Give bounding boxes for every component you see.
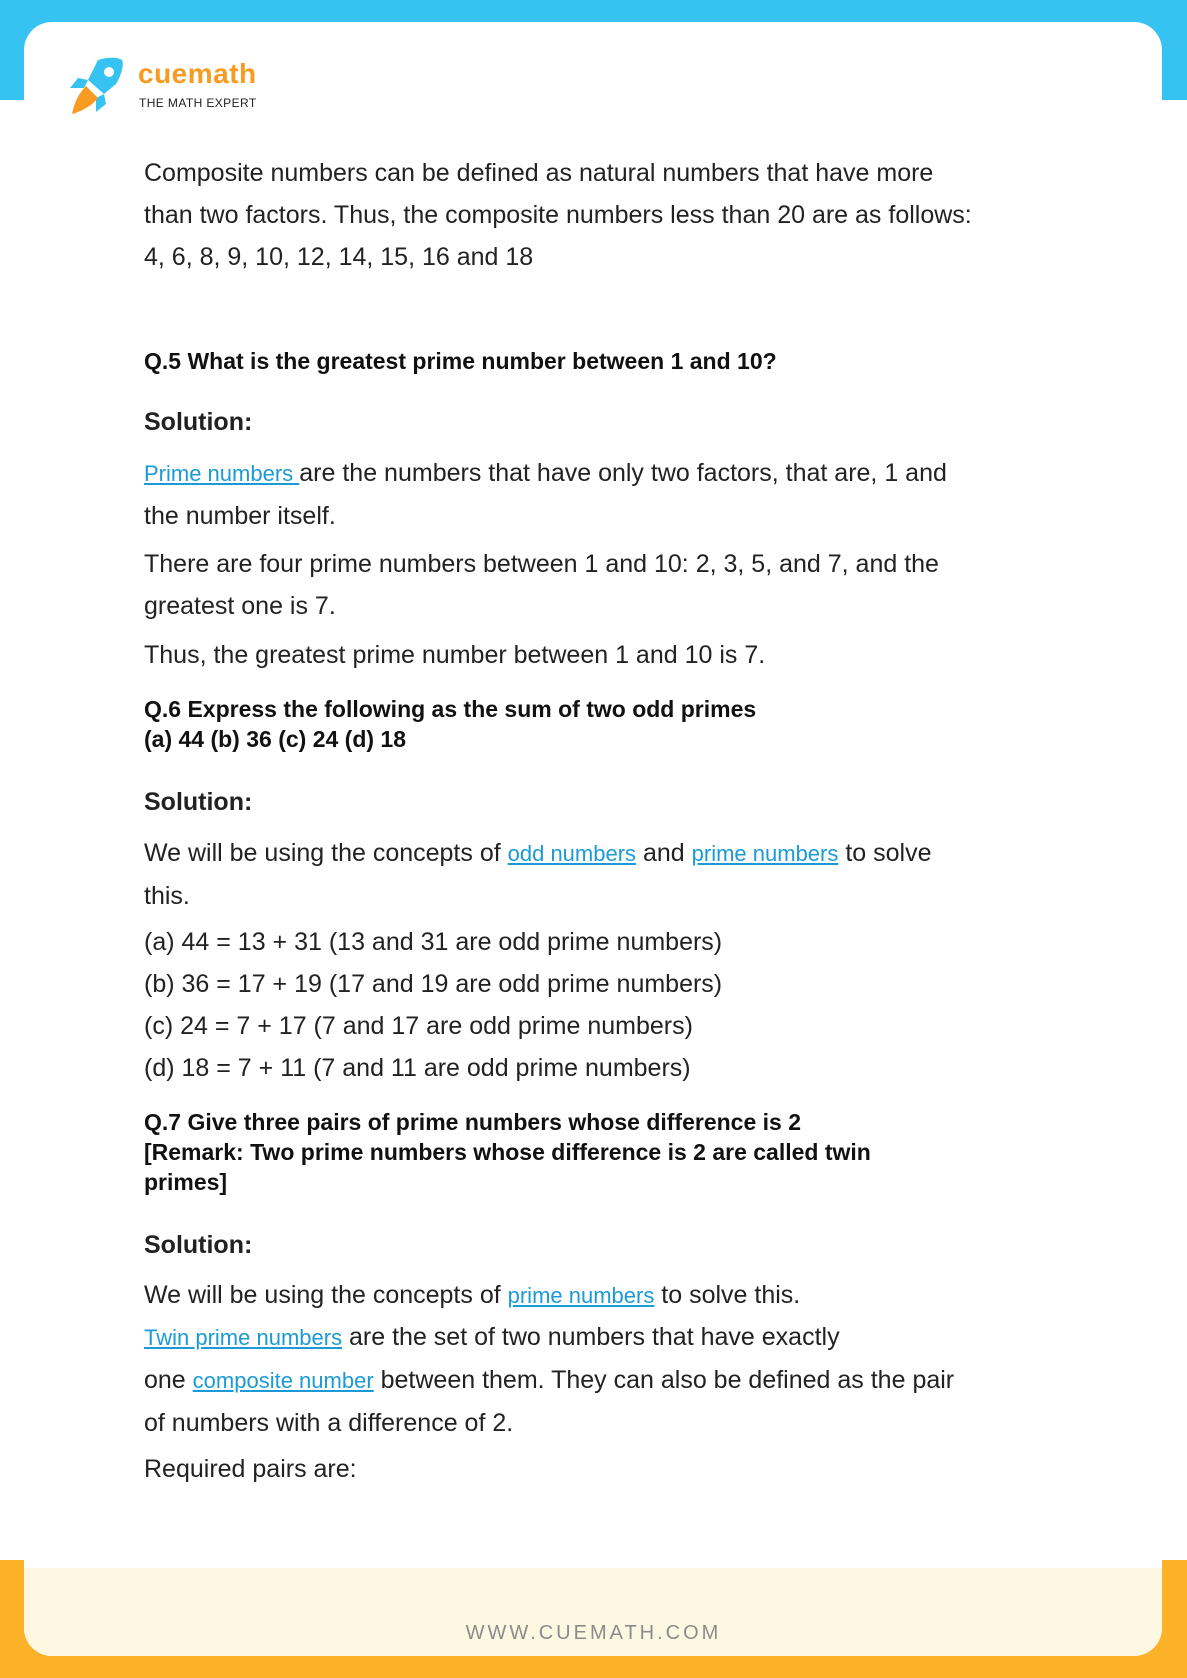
logo-tagline: THE MATH EXPERT — [139, 96, 257, 110]
q6-intro-text: We will be using the concepts of — [144, 839, 508, 867]
q5-paragraph-2 — [144, 543, 1044, 627]
solution-label: Solution: — [144, 1231, 253, 1259]
q6-intro — [144, 832, 1044, 917]
q7-question-line: Q.7 Give three pairs of prime numbers whose difference is 2 — [144, 1109, 801, 1135]
q7-paragraph-1 — [144, 1274, 1044, 1317]
q5-paragraph-3: Thus, the greatest prime number between 1 and 10 is 7. — [144, 641, 766, 669]
q7-p2-text: one — [144, 1366, 193, 1394]
q7-p1-text: We will be using the concepts of — [144, 1281, 508, 1309]
q7-p2-text: between them. They can also be defined as the pair — [373, 1366, 955, 1394]
q6-options: (a) 44 (b) 36 (c) 24 (d) 18 — [144, 726, 407, 752]
cuemath-logo[interactable] — [64, 54, 324, 120]
q7-question-line: [Remark: Two prime numbers whose difference is 2 are called twin — [144, 1139, 871, 1165]
q7-question-line: primes] — [144, 1169, 228, 1195]
question-5: Q.5 What is the greatest prime number between 1 and 10? — [144, 348, 777, 374]
intro-paragraph — [144, 152, 1044, 278]
odd-numbers-link[interactable]: odd numbers — [507, 841, 637, 866]
intro-line: than two factors. Thus, the composite numbers less than 20 are as follows: — [144, 201, 972, 229]
q7-p2-line3: of numbers with a difference of 2. — [144, 1409, 514, 1437]
q5-paragraph-1 — [144, 452, 1044, 537]
q6-intro-text: and — [636, 839, 692, 867]
solution-label: Solution: — [144, 408, 253, 436]
twin-prime-numbers-link[interactable]: Twin prime numbers — [144, 1325, 343, 1350]
q7-p1-text: to solve this. — [654, 1281, 801, 1309]
solution-label: Solution: — [144, 788, 253, 816]
q6-answers — [144, 921, 1044, 1089]
footer-url[interactable]: WWW.CUEMATH.COM — [465, 1622, 722, 1644]
q6-answer-a: (a) 44 = 13 + 31 (13 and 31 are odd prime numbers) — [144, 928, 723, 956]
q5-p2-line1: There are four prime numbers between 1 and 10: 2, 3, 5, and 7, and the — [144, 550, 939, 578]
composite-number-link[interactable]: composite number — [192, 1368, 374, 1393]
question-7 — [144, 1107, 1044, 1197]
q5-p1-line2: the number itself. — [144, 502, 336, 530]
q6-question-text: Q.6 Express the following as the sum of two odd primes — [144, 696, 757, 722]
question-6 — [144, 694, 1044, 754]
q7-paragraph-2 — [144, 1316, 1044, 1444]
q6-intro-text: to solve — [838, 839, 932, 867]
prime-numbers-link[interactable]: Prime numbers — [144, 461, 300, 486]
q6-answer-d: (d) 18 = 7 + 11 (7 and 11 are odd prime numbers) — [144, 1054, 691, 1082]
q6-answer-b: (b) 36 = 17 + 19 (17 and 19 are odd prime numbers) — [144, 970, 723, 998]
q6-answer-c: (c) 24 = 7 + 17 (7 and 17 are odd prime numbers) — [144, 1012, 693, 1040]
prime-numbers-link[interactable]: prime numbers — [507, 1283, 655, 1308]
intro-line: 4, 6, 8, 9, 10, 12, 14, 15, 16 and 18 — [144, 243, 534, 271]
logo-wordmark: cuemath — [138, 58, 257, 89]
prime-numbers-link[interactable]: prime numbers — [691, 841, 839, 866]
q6-intro-line2: this. — [144, 882, 190, 910]
q5-p1-text: are the numbers that have only two factors, that are, 1 and — [299, 459, 947, 487]
q7-paragraph-3: Required pairs are: — [144, 1455, 357, 1483]
rocket-icon — [64, 54, 126, 118]
intro-line: Composite numbers can be defined as natural numbers that have more — [144, 159, 934, 187]
q7-p2-text: are the set of two numbers that have exactly — [342, 1323, 840, 1351]
q5-p2-line2: greatest one is 7. — [144, 592, 336, 620]
